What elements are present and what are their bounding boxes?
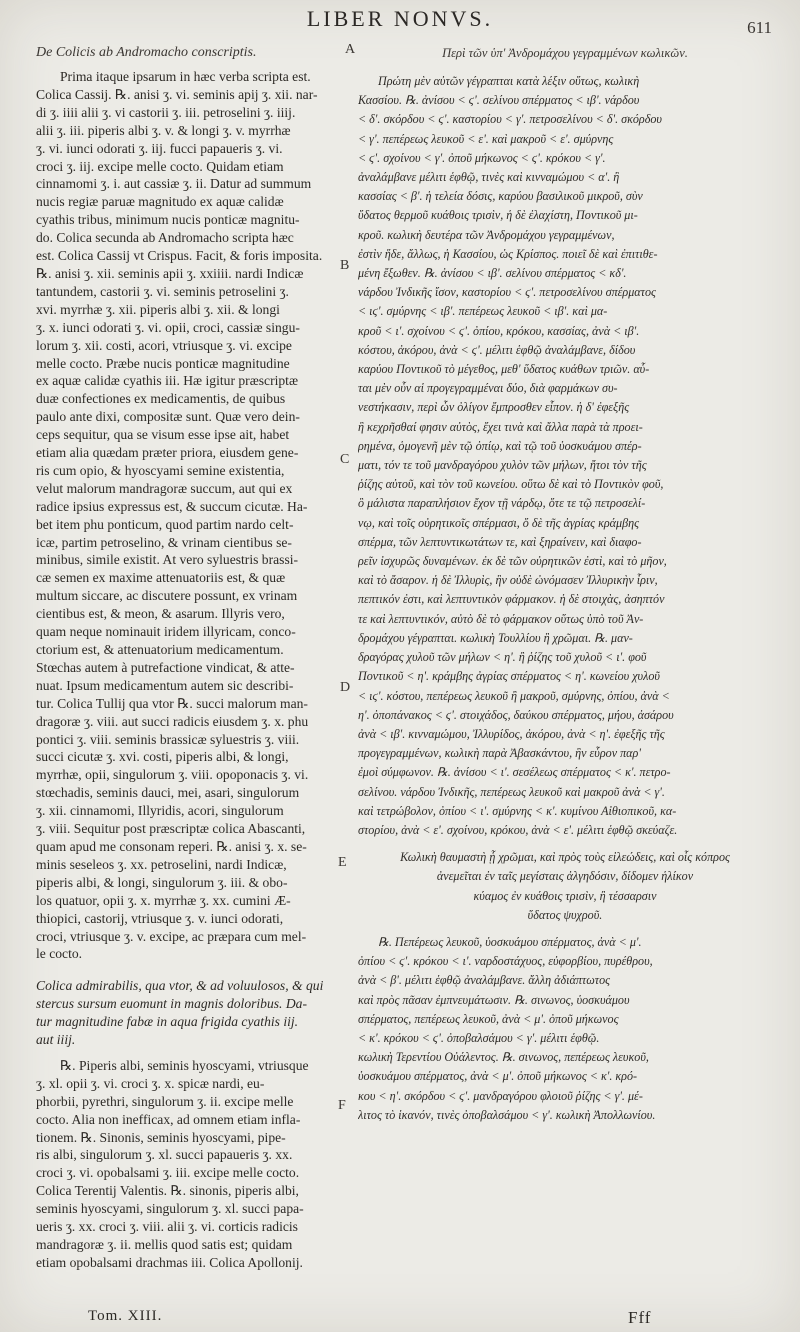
- latin-text-line: le cocto.: [36, 946, 83, 962]
- latin-text-line: do. Colica secunda ab Andromacho scripta hæc: [36, 230, 294, 246]
- greek-rubric-line: κύαμος ἐν κυάθοις τρισὶν, ἢ τέσσαρσιν: [473, 888, 657, 903]
- gathering-signature: Fff: [628, 1308, 652, 1327]
- latin-heading: De Colicis ab Andromacho conscriptis.: [36, 45, 257, 60]
- greek-text-line: ἀναλάμβανε μέλιτι ἑφθῷ, τινὲς καὶ κινναμώμου < α'. ἢ: [358, 170, 620, 185]
- latin-rubric-line: tur magnitudine fabæ in aqua frigida cyathis iij.: [36, 1014, 299, 1030]
- greek-text-line: ἐστὶν ἥδε, ἄλλως, ἡ Κασσίου, ὡς Κρίσπος. ποιεῖ δὲ καὶ ἐπιτιθε-: [358, 246, 658, 261]
- latin-text-line: etiam opobalsami drachmas iii. Colica Apollonij.: [36, 1254, 303, 1270]
- latin-text-line: stœchadis, seminis dauci, mei, asari, singulorum: [36, 785, 300, 801]
- latin-column: [36, 44, 346, 1304]
- latin-text-line: croci, vtriusque ʒ. v. excipe, ac præpara cum mel-: [36, 928, 307, 944]
- latin-text-line: ʒ. x. iunci odorati ʒ. vi. opii, croci, cassiæ singu-: [36, 319, 300, 335]
- latin-text-line: ueris ʒ. xx. croci ʒ. viii. alii ʒ. vi. corticis radicis: [36, 1219, 298, 1235]
- greek-text-line: δραγόρας χυλοῦ τῶν μήλων < η'. ἢ ῥίζης τοῦ χυλοῦ < ι'. φοῦ: [358, 650, 647, 665]
- margin-letter-b: B: [340, 258, 350, 273]
- latin-text-line: ʒ. xl. opii ʒ. vi. croci ʒ. x. spicæ nardi, eu-: [36, 1075, 265, 1091]
- latin-text-line: nuat. Ipsum medicamentum autem sic describi-: [36, 677, 294, 693]
- latin-text-line: cocto. Alia non inefficax, ad omnem etiam infla-: [36, 1111, 301, 1127]
- greek-text-line: σπέρματος, πεπέρεως λευκοῦ, ἀνὰ < μ'. ὀποῦ μήκωνος: [358, 1011, 619, 1026]
- latin-text-line: melle cocto. Præbe nucis ponticæ magnitudine: [36, 355, 290, 371]
- margin-letter-d: D: [340, 680, 351, 695]
- greek-text-line: ὑοσκυάμου σπέρματος, ἀνὰ < μ'. ὀποῦ μήκωνος < κ'. κρό-: [358, 1069, 638, 1084]
- latin-text-line: ʒ. vi. iunci odorati ʒ. iij. fucci papaueris ʒ. vi.: [36, 140, 283, 156]
- greek-text-line: Ποντικοῦ < η'. κράμβης ἀγρίας σπέρματος < η'. κωνείου χυλοῦ: [358, 669, 660, 684]
- greek-text-line: ματι, τόν τε τοῦ μανδραγόρου χυλὸν τῶν μήλων, ἤτοι τὸν τῆς: [358, 458, 647, 473]
- greek-text-line: ℞. Πεπέρεως λευκοῦ, ὑοσκυάμου σπέρματος, ἀνὰ < μ'.: [378, 934, 642, 949]
- greek-text-line: ἀνὰ < ιβ'. κινναμώμου, Ἰλλυρίδος, ἀκόρου, ἀνὰ < η'. ἐφεξῆς τῆς: [358, 726, 665, 741]
- latin-paragraph-main: [36, 68, 346, 963]
- latin-text-line: Colica Cassij. ℞. anisi ʒ. vi. seminis apij ʒ. xii. nar-: [36, 86, 318, 102]
- greek-text-line: καὶ τετρώβολον, ὀπίου < ι'. σμύρνης < κ'. κυμίνου Αἰθιοπικοῦ, κα-: [358, 803, 677, 818]
- latin-text-line: bet item phu ponticum, quod partim nardo celt-: [36, 516, 294, 532]
- latin-text-line: minis seseleos ʒ. xx. petroselini, nardi Indicæ,: [36, 856, 287, 872]
- latin-text-line: piperis albi, & longi, singulorum ʒ. iii. & obo-: [36, 874, 288, 890]
- latin-text-line: mandragoræ ʒ. ii. mellis quod satis est; quidam: [36, 1237, 293, 1252]
- greek-text-line: ἣ κεχρῆσθαί φησιν αὐτὸς, ἔχει τινὰ καὶ ἄλλα παρὰ τὰ προει-: [358, 419, 643, 434]
- latin-text-line: ℞. anisi ʒ. xii. seminis apii ʒ. xxiiii. nardi Indicæ: [36, 265, 304, 281]
- latin-text-line: ctorium est, & attenuatorium medicamentum.: [36, 642, 284, 657]
- greek-paragraph-main: [358, 72, 772, 840]
- margin-letter-e: E: [338, 855, 347, 870]
- greek-text-line: < κ'. κρόκου < ϛ'. ὀποβαλσάμου < γ'. μέλιτι ἑφθῷ.: [358, 1030, 600, 1045]
- latin-rubric-line: stercus sursum euomunt in magnis doloribus. Da-: [36, 996, 307, 1012]
- latin-text-line: xvi. myrrhæ ʒ. xii. piperis albi ʒ. xii. & longi: [36, 301, 280, 317]
- greek-text-line: κροῦ. κωλικὴ δευτέρα τῶν Ἀνδρομάχου γεγραμμένων,: [358, 227, 615, 242]
- greek-text-line: ὀπίου < ϛ'. κρόκου < ι'. ναρδοστάχυος, εὐφορβίου, πυρέθρου,: [358, 954, 653, 969]
- latin-text-line: lorum ʒ. xii. costi, acori, vtriusque ʒ. vi. excipe: [36, 337, 292, 353]
- latin-text-line: est. Colica Cassij vt Crispus. Facit, & foris imposita.: [36, 248, 323, 264]
- greek-text-line: σπέρμα, τῶν λεπτυντικωτάτων τε, καὶ ξηραίνειν, καὶ διαφο-: [358, 534, 642, 549]
- greek-text-line: ἀνὰ < β'. μέλιτι ἑφθῷ ἀναλάμβανε. ἄλλη ἀδιάπτωτος: [358, 973, 611, 988]
- latin-text-line: Colica Terentij Valentis. ℞. sinonis, piperis albi,: [36, 1183, 299, 1199]
- greek-text-line: νῳ, καὶ τοῖς οὐρητικοῖς σπέρμασι, ὅ δὲ τῆς ἀγρίας κράμβης: [358, 515, 640, 530]
- latin-text-line: ceps sequitur, qua se visum esse ipse ait, habet: [36, 427, 290, 443]
- latin-text-line: Stœchas autem à putrefactione vindicat, & atte-: [36, 659, 295, 675]
- latin-text-line: alii ʒ. iii. piperis albi ʒ. v. & longi ʒ. v. myrrhæ: [36, 122, 291, 138]
- margin-letter-f: F: [338, 1098, 346, 1113]
- greek-text-line: μένη ἔξωθεν. ℞. ἀνίσου < ιβ'. σελίνου σπέρματος < κδ'.: [358, 266, 627, 281]
- running-head: LIBER NONVS.: [306, 6, 494, 31]
- greek-paragraph-rubric: [358, 848, 772, 925]
- greek-text-line: σελίνου. νάρδου Ἰνδικῆς, πεπέρεως λευκοῦ καὶ μακροῦ ἀνὰ < γ'.: [358, 784, 665, 799]
- latin-paragraph-rubric: [36, 977, 346, 1049]
- greek-text-line: καὶ τὸ ἄσαρον. ἡ δὲ Ἰλλυρὶς, ἣν οὐδὲ ὠνόμασεν Ἰλλυρικὴν ἶριν,: [358, 573, 658, 588]
- greek-text-line: καρύου Ποντικοῦ τὸ μέγεθος, μεθ' ὕδατος κυάθων τριῶν. αὗ-: [358, 362, 650, 377]
- page-number: 611: [747, 18, 772, 37]
- latin-text-line: quam apud me consonam reperi. ℞. anisi ʒ. x. se-: [36, 838, 307, 854]
- greek-text-line: Κασσίου. ℞. ἀνίσου < ϛ'. σελίνου σπέρματος < ιβ'. νάρδου: [358, 93, 640, 108]
- latin-text-line: etiam alia quædam præter priora, eiusdem gene-: [36, 445, 299, 461]
- latin-text-line: paulo ante dixi, compositæ sunt. Quæ vero dein-: [36, 409, 300, 425]
- greek-text-line: τε καὶ λεπτυντικόν, αὐτὸ δὲ τὸ φάρμακον οὕτως ὑπὸ τοῦ Ἀν-: [358, 611, 644, 626]
- greek-text-line: κου < η'. σκόρδου < ϛ'. μανδραγόρου φλοιοῦ ῥίζης < γ'. μέ-: [358, 1088, 643, 1103]
- latin-text-line: cinnamomi ʒ. i. aut cassiæ ʒ. ii. Datur ad summum: [36, 176, 312, 192]
- greek-text-line: κωλικὴ Τερεντίου Οὐάλεντος. ℞. σινωνος, πεπέρεως λευκοῦ,: [358, 1050, 649, 1065]
- latin-text-line: ʒ. viii. Sequitur post præscriptæ colica Abascanti,: [36, 821, 306, 837]
- greek-column: [358, 44, 772, 1304]
- greek-rubric-line: ὕδατος ψυχροῦ.: [527, 907, 603, 922]
- greek-text-line: νάρδου Ἰνδικῆς ἴσον, καστορίου < ϛ'. πετροσελίνου σπέρματος: [358, 285, 656, 300]
- margin-letter-c: C: [340, 452, 350, 467]
- latin-text-line: thiopici, castorij, vtriusque ʒ. v. iunci odorati,: [36, 910, 284, 926]
- greek-text-line: στορίου, ἀνὰ < ε'. σχοίνου, κρόκου, ἀνὰ < ε'. μέλιτι ἑφθῷ σκεύαζε.: [358, 822, 678, 837]
- latin-text-line: tur. Colica Tullij qua vtor ℞. succi malorum man-: [36, 695, 308, 711]
- latin-text-line: los quatuor, opii ʒ. x. myrrhæ ʒ. xx. cumini Æ-: [36, 892, 291, 908]
- latin-text-line: pontici ʒ. viii. seminis brassicæ syluestris ʒ. viii.: [36, 731, 300, 747]
- greek-text-line: Πρώτη μὲν αὐτῶν γέγραπται κατὰ λέξιν οὕτως, κωλικὴ: [378, 74, 640, 88]
- latin-rubric-line: Colica admirabilis, qua vtor, & ad voluulosos, & qui: [36, 978, 324, 994]
- latin-text-line: radice ipsius expressus est, & succum cicutæ. Ha-: [36, 498, 308, 514]
- greek-text-line: πεπτικόν ἐστι, καὶ λεπτυντικὸν φάρμακον. ἡ δὲ στοιχὰς, ἀσηπτόν: [358, 592, 665, 607]
- latin-text-line: cæ semen ex maxime attenuatoriis est, & quæ: [36, 570, 286, 586]
- latin-text-line: icæ, partim petroselino, & vrinam cientibus se-: [36, 534, 292, 550]
- latin-text-line: ris cum opio, & hyoscyami semine existentia,: [36, 462, 285, 478]
- greek-text-line: κροῦ < ι'. σχοίνου < ϛ'. ὀπίου, κρόκου, κασσίας, ἀνὰ < ιβ'.: [358, 323, 640, 338]
- greek-text-line: λιτος τὸ ἱκανόν, τινὲς ὀποβαλσάμου < γ'. κωλικὴ Ἀπολλωνίου.: [358, 1107, 656, 1122]
- latin-text-line: ris albi, singulorum ʒ. xl. succi papaueris ʒ. xx.: [36, 1147, 293, 1163]
- volume-signature: Tom. XIII.: [88, 1308, 163, 1324]
- greek-text-line: < ϛ'. σχοίνου < γ'. ὀποῦ μήκωνος < ϛ'. κρόκου < γ'.: [358, 150, 606, 165]
- greek-text-line: καὶ πρὸς πᾶσαν ἐμπνευμάτωσιν. ℞. σινωνος, ὑοσκυάμου: [358, 992, 630, 1007]
- latin-text-line: di ʒ. iiii alii ʒ. vi castorii ʒ. iii. petroselini ʒ. iiij.: [36, 104, 296, 120]
- latin-text-line: croci ʒ. iij. excipe melle cocto. Quidam etiam: [36, 158, 284, 174]
- greek-text-line: ἐμοὶ σύμφωνον. ℞. ἀνίσου < ι'. σεσέλεως σπέρματος < κ'. πετρο-: [358, 765, 671, 780]
- greek-text-line: ῥίζης αὐτοῦ, καὶ τὸν τοῦ κωνείου. οὕτω δὲ καὶ τὸ Ποντικὸν φοῦ,: [358, 477, 664, 492]
- latin-text-line: dragoræ ʒ. viii. aut succi radicis eiusdem ʒ. x. phu: [36, 713, 309, 729]
- latin-text-line: minibus, simile existit. At vero syluestris brassi-: [36, 552, 299, 568]
- latin-text-line: multum siccare, ac discutere possunt, ex vrinam: [36, 588, 298, 604]
- latin-text-line: nucis regiæ paruæ magnitudo ex aquæ calidæ: [36, 194, 284, 210]
- latin-text-line: croci ʒ. vi. opobalsami ʒ. iii. excipe melle cocto.: [36, 1165, 300, 1181]
- greek-rubric-line: ἀνεμεῖται ἐν ταῖς μεγίσταις ἀλγηδόσιν, δίδομεν ἡλίκον: [436, 869, 694, 884]
- greek-text-line: < δ'. σκόρδου < ϛ'. καστορίου < γ'. πετροσελίνου < δ'. σκόρδου: [358, 112, 662, 127]
- greek-paragraph-recipes: [358, 933, 772, 1125]
- greek-text-line: ται μὲν οὖν αἱ προγεγραμμέναι δύο, διὰ φαρμάκων συ-: [358, 381, 618, 396]
- latin-text-line: succi cicutæ ʒ. xvi. costi, piperis albi, & longi,: [36, 749, 289, 765]
- latin-text-line: phorbii, pyrethri, singulorum ʒ. ii. excipe melle: [36, 1093, 294, 1109]
- latin-text-line: duæ confectiones ex medicamentis, de quibus: [36, 391, 286, 407]
- greek-text-line: ὃ μάλιστα παραπλήσιον ἔχον τῇ νάρδῳ, ὅτε τε τῷ πετροσελί-: [358, 496, 646, 511]
- greek-text-line: ὕδατος θερμοῦ κυάθοις τρισὶν, ἡ δὲ ἐλαχίστη, Ποντικοῦ μι-: [358, 208, 638, 223]
- latin-text-line: tionem. ℞. Sinonis, seminis hyoscyami, pipe-: [36, 1129, 286, 1145]
- greek-heading: Περὶ τῶν ὑπ' Ἀνδρομάχου γεγραμμένων κωλικῶν.: [442, 46, 688, 60]
- latin-text-line: Prima itaque ipsarum in hæc verba scripta est.: [60, 69, 311, 84]
- latin-text-line: cientibus est, & meon, & asarum. Illyris vero,: [36, 606, 285, 622]
- margin-letter-a: A: [345, 42, 356, 57]
- latin-text-line: ʒ. xii. cinnamomi, Illyridis, acori, singulorum: [36, 803, 284, 819]
- latin-text-line: ℞. Piperis albi, seminis hyoscyami, vtriusque: [60, 1057, 309, 1073]
- greek-text-line: νεστήκασιν, περὶ ὧν ὀλίγον ἔμπροσθεν εἶπον. ἡ δ' ἐφεξῆς: [358, 400, 630, 415]
- greek-text-line: ρεῖν ἰσχυρῶς δυναμένων. ἐκ δὲ τῶν οὐρητικῶν ἐστὶ, καὶ τὸ μῆον,: [358, 554, 667, 569]
- latin-paragraph-recipes: [36, 1057, 346, 1272]
- latin-rubric-line: aut iiij.: [36, 1032, 76, 1048]
- latin-text-line: velut malorum mandragoræ succum, aut qui ex: [36, 480, 293, 496]
- greek-text-line: δρομάχου γέγραπται. κωλικὴ Τουλλίου ἣ χρῶμαι. ℞. μαν-: [358, 630, 633, 645]
- greek-text-line: < ιϛ'. σμύρνης < ιβ'. πεπέρεως λευκοῦ < ιβ'. καὶ μα-: [358, 304, 608, 319]
- latin-text-line: ex aquæ calidæ cyathis iii. Hæ igitur præscriptæ: [36, 373, 299, 389]
- latin-text-line: cyathis tribus, minimum nucis ponticæ magnitu-: [36, 212, 300, 228]
- greek-text-line: κασσίας < β'. ἡ τελεία δόσις, καρύου βασιλικοῦ μικροῦ, σὺν: [358, 189, 643, 204]
- greek-rubric-line: Κωλικὴ θαυμαστὴ ᾗ χρῶμαι, καὶ πρὸς τοὺς εἰλεώδεις, καὶ οἷς κόπρος: [400, 850, 730, 865]
- latin-text-line: myrrhæ, opii, singulorum ʒ. viii. opoponacis ʒ. vi.: [36, 767, 309, 783]
- latin-text-line: tantundem, castorii ʒ. vi. seminis petroselini ʒ.: [36, 283, 289, 299]
- greek-text-line: < γ'. πεπέρεως λευκοῦ < ε'. καὶ μακροῦ < ε'. σμύρνης: [358, 131, 614, 146]
- latin-text-line: quam neque nominauit iridem illyricam, conco-: [36, 624, 296, 640]
- greek-text-line: κόστου, ἀκόρου, ἀνὰ < ϛ'. μέλιτι ἑφθῷ ἀναλάμβανε, δίδου: [358, 342, 636, 357]
- greek-text-line: < ιϛ'. κόστου, πεπέρεως λευκοῦ ἢ μακροῦ, σμύρνης, ὀπίου, ἀνὰ <: [358, 688, 670, 703]
- greek-text-line: ρημένα, ὁμογενῆ μὲν τῷ ὀπίῳ, καὶ τῷ τοῦ ὑοσκυάμου σπέρ-: [358, 438, 642, 453]
- greek-text-line: προγεγραμμένων, κωλικὴ παρὰ Ἀβασκάντου, ἣν εὗρον παρ': [358, 746, 641, 761]
- greek-text-line: η'. ὀποπάνακος < ϛ'. στοιχάδος, δαύκου σπέρματος, μήου, ἀσάρου: [358, 707, 674, 722]
- latin-text-line: seminis hyoscyami, singulorum ʒ. xl. succi papa-: [36, 1201, 304, 1217]
